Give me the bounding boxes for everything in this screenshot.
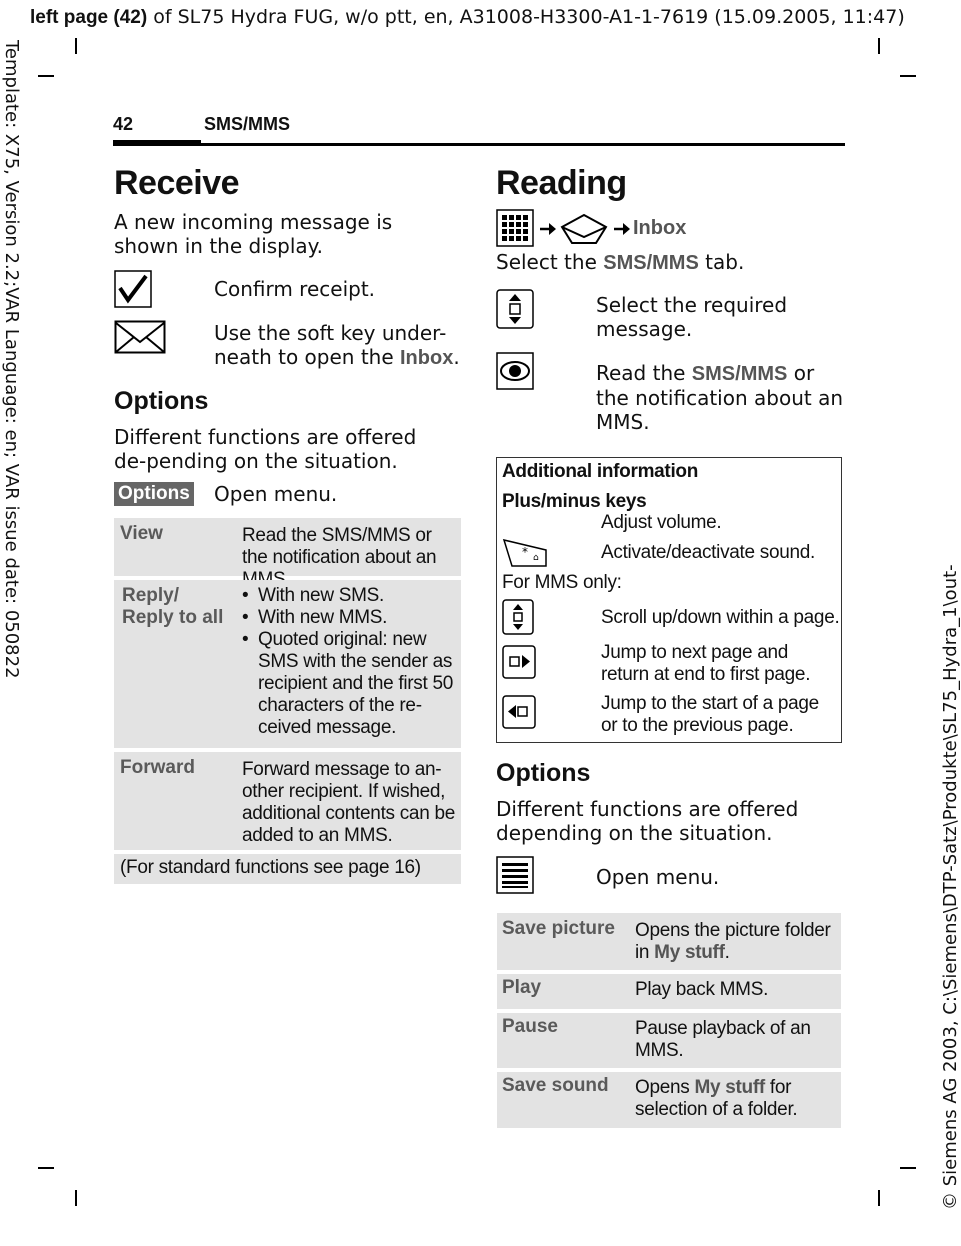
open-menu-text-left: Open menu. (214, 482, 338, 506)
row-value (635, 920, 835, 964)
nav-updown-icon (502, 599, 534, 635)
row-key: Forward (120, 757, 195, 778)
side-text-left-label: Template: X75, Version 2.2;VAR Language: en; VAR issue date: 050822 (1, 40, 22, 679)
svg-text:*: * (522, 545, 528, 559)
read-text (596, 361, 846, 434)
inbox-key: Inbox (400, 347, 454, 369)
row-key-line2: Reply to all (122, 607, 224, 628)
sms-mms-key: SMS/MMS (691, 363, 788, 385)
info-title: Additional information (502, 461, 699, 482)
sms-mms-key: SMS/MMS (603, 252, 699, 274)
row-value-post: for selection of a folder. (635, 1077, 798, 1120)
row-key: View (120, 523, 163, 544)
crop-mark (75, 1190, 77, 1206)
receive-title: Receive (114, 164, 240, 202)
bullet-item: • With new SMS. (242, 585, 457, 607)
row-value (242, 585, 457, 739)
read-post: or the notification about an MMS. (596, 361, 844, 434)
receive-intro: A new incoming message is shown in the display. (114, 210, 393, 258)
jump-start-text: Jump to the start of a page or to the previous page. (601, 693, 819, 736)
row-key: Pause (502, 1016, 558, 1037)
table-row (114, 518, 461, 576)
crop-mark (900, 75, 916, 77)
open-menu-text-right: Open menu. (596, 865, 720, 889)
envelope-icon (114, 320, 166, 354)
arrow-icon (539, 220, 557, 238)
print-header-prefix: left page (42) (30, 7, 148, 28)
eye-icon (496, 352, 534, 390)
my-stuff-key: My stuff (694, 1077, 765, 1098)
mms-only-text: For MMS only: (502, 572, 622, 593)
select-message-text: Select the required message. (596, 293, 788, 341)
table-row (497, 1013, 841, 1068)
menu-list-icon (496, 856, 534, 894)
row-key: Save picture (502, 918, 615, 939)
options-title-left: Options (114, 387, 209, 415)
bullet-item: • Quoted original: new SMS with the sender as recipient and the first 50 characters of the re-ceived message. (242, 629, 457, 739)
read-pre: Read the (596, 361, 692, 385)
row-key (122, 585, 223, 629)
options-intro-left: Different functions are offered de-pending on the situation. (114, 425, 417, 473)
table-row (497, 1072, 841, 1128)
row-value: Read the SMS/MMS or the notification about an (242, 525, 437, 568)
reading-title: Reading (496, 164, 627, 202)
row-value-post: . (724, 942, 730, 963)
row-value: Forward message to an-other recipient. If wished, additional contents can be added to an MMS. (242, 759, 455, 846)
row-key-line1: Reply/ (122, 585, 180, 606)
table-row (497, 974, 841, 1009)
crop-mark (38, 1167, 54, 1169)
options-title-right: Options (496, 759, 591, 787)
options-softkey: Options (114, 482, 194, 506)
scroll-text: Scroll up/down within a page. (601, 607, 840, 628)
print-header (30, 6, 905, 29)
options-intro-right: Different functions are offered depending on the situation. (496, 797, 799, 845)
bullet-item: • With new MMS. (242, 607, 457, 629)
nav-updown-icon (496, 289, 534, 329)
jump-next-text: Jump to next page and return at end to first page. (601, 642, 811, 685)
crop-mark (878, 1190, 880, 1206)
side-text-right (910, 540, 961, 1220)
nav-left-icon (502, 695, 536, 729)
star-key-icon (502, 538, 548, 568)
menu-grid-icon (496, 209, 534, 247)
select-tab-post: tab. (698, 250, 745, 274)
open-inbox-line2: neath to open the (214, 345, 400, 369)
crop-mark (75, 38, 77, 54)
crop-mark (38, 75, 54, 77)
print-header-rest: of SL75 Hydra FUG, w/o ptt, en, A31008-H3300-A1-1-7619 (15.09.2005, 11:47) (147, 6, 905, 28)
section-title: SMS/MMS (204, 114, 291, 134)
table-row (114, 580, 461, 748)
footnote-text: (For standard functions see page 16) (120, 857, 421, 878)
row-value: Play back MMS. (635, 979, 769, 1000)
row-value-pre: Opens the picture folder in (635, 920, 831, 963)
crop-mark (878, 38, 880, 54)
header-rule (113, 143, 845, 146)
row-value: Pause playback of an MMS. (635, 1018, 811, 1061)
side-text-left (2, 40, 42, 710)
row-value-pre: Opens (635, 1077, 695, 1098)
confirm-text: Confirm receipt. (214, 277, 376, 301)
nav-right-icon (502, 645, 536, 679)
table-row (497, 913, 841, 970)
open-inbox-end: . (453, 345, 460, 369)
page-number: 42 (113, 114, 134, 134)
svg-text:⌂: ⌂ (533, 553, 539, 563)
side-text-right-label: © Siemens AG 2003, C:\Siemens\DTP-Satz\Produkte\SL75_Hydra_1\out- (940, 564, 961, 1210)
select-tab-text (496, 250, 744, 275)
row-key: Play (502, 977, 542, 998)
table-row (114, 752, 461, 850)
row-key: Save sound (502, 1075, 609, 1096)
info-subtitle: Plus/minus keys (502, 491, 647, 512)
open-inbox-text (214, 321, 464, 370)
adjust-volume-text: Adjust volume. (601, 512, 722, 533)
open-inbox-line1: Use the soft key under- (214, 321, 447, 345)
my-stuff-key: My stuff (654, 942, 725, 963)
select-tab-pre: Select the (496, 250, 604, 274)
activate-sound-text: Activate/deactivate sound. (601, 542, 816, 563)
row-value (635, 1077, 835, 1121)
check-icon (114, 270, 152, 308)
arrow-icon (613, 220, 631, 238)
crop-mark (900, 1167, 916, 1169)
table-footnote (114, 854, 461, 884)
envelope-open-icon (560, 213, 608, 245)
inbox-nav-label: Inbox (633, 217, 687, 239)
